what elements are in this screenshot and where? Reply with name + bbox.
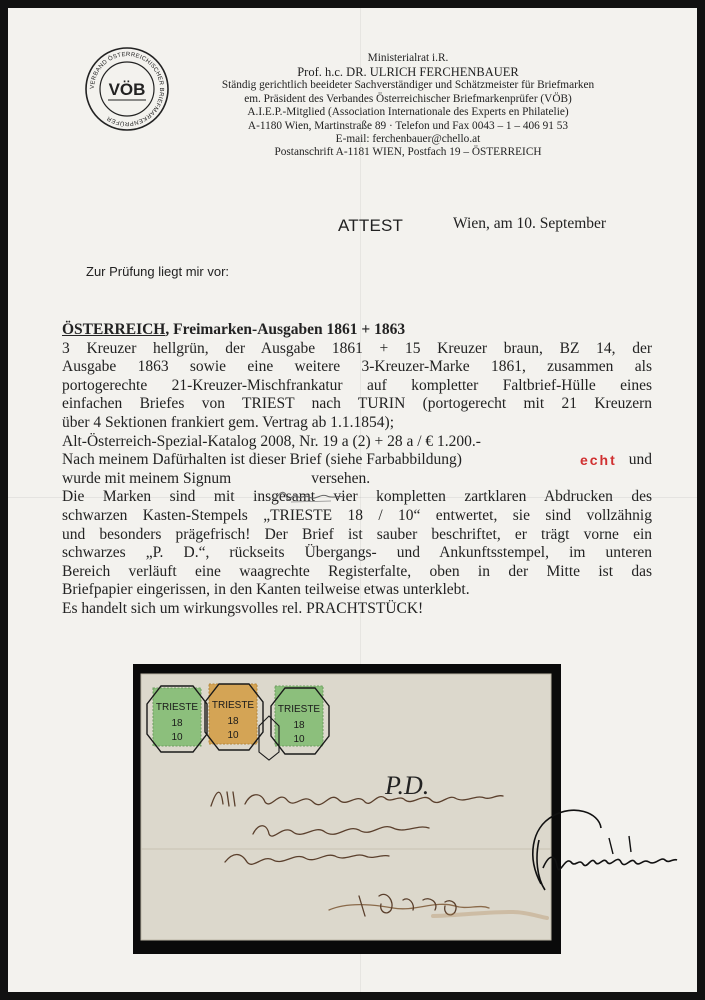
body-line-echt — [62, 451, 652, 470]
attest-title: ATTEST — [338, 216, 404, 235]
letterhead-postal: Postanschrift A-1181 WIEN, Postfach 19 – ÖSTERREICH — [274, 146, 542, 159]
cover-photo-image — [133, 664, 561, 954]
body-line: und besonders prägefrisch! Der Brief ist sauber beschriftet, er trägt vorne ein — [62, 525, 652, 543]
signum-initials-image — [271, 486, 351, 508]
stamp1-month: 10 — [171, 732, 183, 743]
stamp-green-1 — [147, 686, 207, 752]
letterhead-email: E-mail: ferchenbauer@chello.at — [335, 133, 481, 146]
letterhead-name: Prof. h.c. DR. ULRICH FERCHENBAUER — [297, 65, 519, 80]
body-line: einfachen Briefes von TRIEST nach TURIN (portogerecht mit 21 Kreuzern — [62, 395, 652, 413]
letterhead-line: A-1180 Wien, Martinstraße 89 · Telefon und Fax 0043 – 1 – 406 91 53 — [247, 119, 569, 132]
body-line-signum — [62, 470, 652, 489]
stamp-brown — [205, 684, 263, 750]
heading-rest: , Freimarken-Ausgaben 1861 + 1863 — [165, 321, 406, 338]
stamp3-day: 18 — [293, 720, 305, 731]
echt-und: und — [628, 451, 652, 469]
heading-country: ÖSTERREICH — [62, 321, 166, 338]
seal-ring-text: VERBAND ÖSTERREICHISCHER BRIEFMARKENPRÜFER — [89, 51, 165, 127]
pd-mark: P.D. — [385, 771, 430, 800]
seal-abbr: VÖB — [108, 80, 146, 99]
attest-body — [62, 321, 652, 619]
signum-text: wurde mit meinem Signum — [62, 469, 232, 487]
body-line: schwarzes „P. D.“, rückseits Übergangs- und Ankunftsstempel, im unteren — [62, 544, 652, 562]
attest-date: Wien, am 10. September — [453, 215, 607, 232]
stamp-green-2 — [271, 686, 329, 754]
voeb-seal-icon — [84, 46, 170, 132]
body-line: Bereich verläuft eine waagrechte Registerfalte, oben in der Mitte ist das — [62, 562, 652, 580]
letterhead-line: em. Präsident des Verbandes Österreichischer Briefmarkenprüfer (VÖB) — [244, 92, 572, 105]
body-line: Die Marken sind mit insgesamt vier kompletten zartklaren Abdrucken des — [62, 488, 652, 506]
stamp3-city: TRIESTE — [277, 704, 321, 715]
body-line: Es handelt sich um wirkungsvolles rel. PRACHTSTÜCK! — [62, 599, 424, 617]
letterhead-line: Ständig gerichtlich beeideter Sachverständiger und Schätzmeister für Briefmarken — [221, 79, 595, 92]
echt-word: echt — [579, 452, 617, 469]
stamp2-month: 10 — [227, 730, 239, 741]
letterhead-title: Ministerialrat i.R. — [367, 52, 449, 64]
stamp2-day: 18 — [227, 716, 239, 727]
letterhead — [178, 52, 638, 160]
certificate-sheet — [8, 8, 697, 992]
echt-sentence: Nach meinem Dafürhalten ist dieser Brief (siehe Farbabbildung) — [62, 451, 462, 469]
stamp1-day: 18 — [171, 718, 183, 729]
body-line: Briefpapier eingerissen, in den Kanten teilweise etwas unterklebt. — [62, 581, 470, 599]
body-line: Alt-Österreich-Spezial-Katalog 2008, Nr. 19 a (2) + 28 a / € 1.200.- — [62, 432, 481, 450]
stamp2-city: TRIESTE — [211, 700, 255, 711]
letterhead-line: A.I.E.P.-Mitglied (Association Internationale des Experts en Philatelie) — [247, 106, 569, 119]
body-line: portogerechte 21-Kreuzer-Mischfrankatur auf kompletter Faltbrief-Hülle eines — [62, 376, 652, 394]
attest-intro: Zur Prüfung liegt mir vor: — [86, 264, 230, 279]
body-heading — [62, 321, 652, 340]
examiner-signature-image — [513, 798, 683, 908]
body-line: über 4 Sektionen frankiert gem. Vertrag ab 1.1.1854); — [62, 413, 395, 431]
cover-photo — [133, 664, 561, 954]
stamp1-city: TRIESTE — [155, 702, 199, 713]
stamp3-month: 10 — [293, 734, 305, 745]
signum-versehen: versehen. — [311, 469, 371, 487]
body-line: Ausgabe 1863 sowie eine weitere 3-Kreuzer-Marke 1861, zusammen als — [62, 358, 652, 376]
body-line: 3 Kreuzer hellgrün, der Ausgabe 1861 + 15 Kreuzer braun, BZ 14, der — [62, 339, 652, 357]
body-line: schwarzen Kasten-Stempels „TRIESTE 18 / 10“ entwertet, sie sind vollzähnig — [62, 506, 652, 524]
